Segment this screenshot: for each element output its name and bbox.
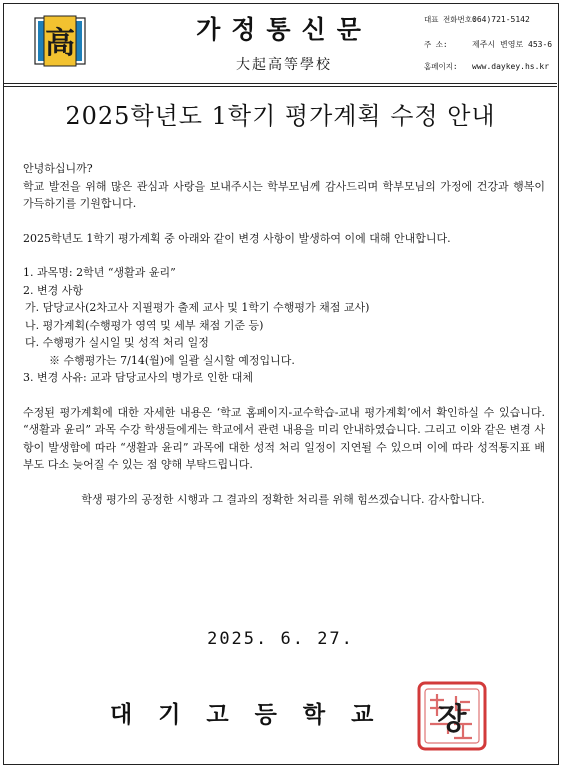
document-frame [3,3,559,765]
list-item-changes: 2. 변경 사항 [23,283,83,297]
school-signature: 대기고등학교 [110,702,400,728]
schedule-note: ※ 수행평가는 7/14(월)에 일괄 실시할 예정입니다. [49,353,295,367]
principal-seal [416,680,488,752]
closing-sentence: 학생 평가의 공정한 시행과 그 결과의 정확한 처리를 위해 힘쓰겠습니다. 감사합니다. [81,492,485,506]
homepage-value[interactable]: www.daykey.hs.kr [472,62,550,71]
address-info [424,39,552,50]
list-item-subject: 1. 과목명: 2학년 “생활과 윤리” [23,266,176,279]
notice-body [21,160,545,508]
logo-char: 高 [45,26,75,61]
address-value: 제주시 변영로 453-6 [472,40,553,49]
sublist-item-teacher: 가. 담당교사(2차고사 지필평가 출제 교사 및 1학기 수행평가 채점 교사) [25,301,370,314]
homepage-info [424,61,549,72]
issue-date: 2025. 6. 27. [207,629,354,649]
phone-info [424,14,530,25]
seal-overlay-char: 장 [437,702,467,737]
newsletter-header [4,4,557,81]
notice-title: 2025학년도 1학기 평가계획 수정 안내 [65,102,496,130]
sublist-item-plan: 나. 평가계획(수행평가 영역 및 세부 채점 기준 등) [25,318,264,332]
address-label: 주 소: [424,40,448,49]
school-name-hanja: 大起高等學校 [236,57,332,73]
homepage-label: 홈페이지: [424,62,458,71]
school-logo [34,12,86,70]
phone-value: 064)721-5142 [472,15,530,24]
details-paragraph: 수정된 평가계획에 대한 자세한 내용은 ‘학교 홈페이지-교수학습-교내 평가계획’에서 확인하실 수 있습니다. “생활과 윤리” 과목 수강 학생들에게는 학교에서 관련 내용을 미리 안내하였습니다. 그리고 이와 같은 변경 사항이 발생함에 따라 “생활과 윤리” 과목에 대한 성적 처리 일정이 지연될 수 있으며 이에 따라 성적통지표 배부도 다소 늦어질 수 있는 점 양해 부탁드립니다. [23,405,545,471]
notice-sentence: 2025학년도 1학기 평가계획 중 아래와 같이 변경 사항이 발생하여 이에 대해 안내합니다. [23,231,451,245]
sublist-item-schedule: 다. 수행평가 실시일 및 성적 처리 일정 [25,336,209,349]
greeting: 안녕하십니까? [23,162,93,175]
intro-paragraph: 학교 발전을 위해 많은 관심과 사랑을 보내주시는 학부모님께 감사드리며 학부모님의 가정에 건강과 행복이 가득하기를 기원합니다. [23,179,545,210]
header-rule-top [4,83,557,84]
newsletter-name: 가정통신문 [196,15,372,44]
list-item-reason: 3. 변경 사유: 교과 담당교사의 병가로 인한 대체 [23,371,253,384]
header-rule-bottom [4,86,557,87]
phone-label: 대표 전화번호: [424,15,477,24]
